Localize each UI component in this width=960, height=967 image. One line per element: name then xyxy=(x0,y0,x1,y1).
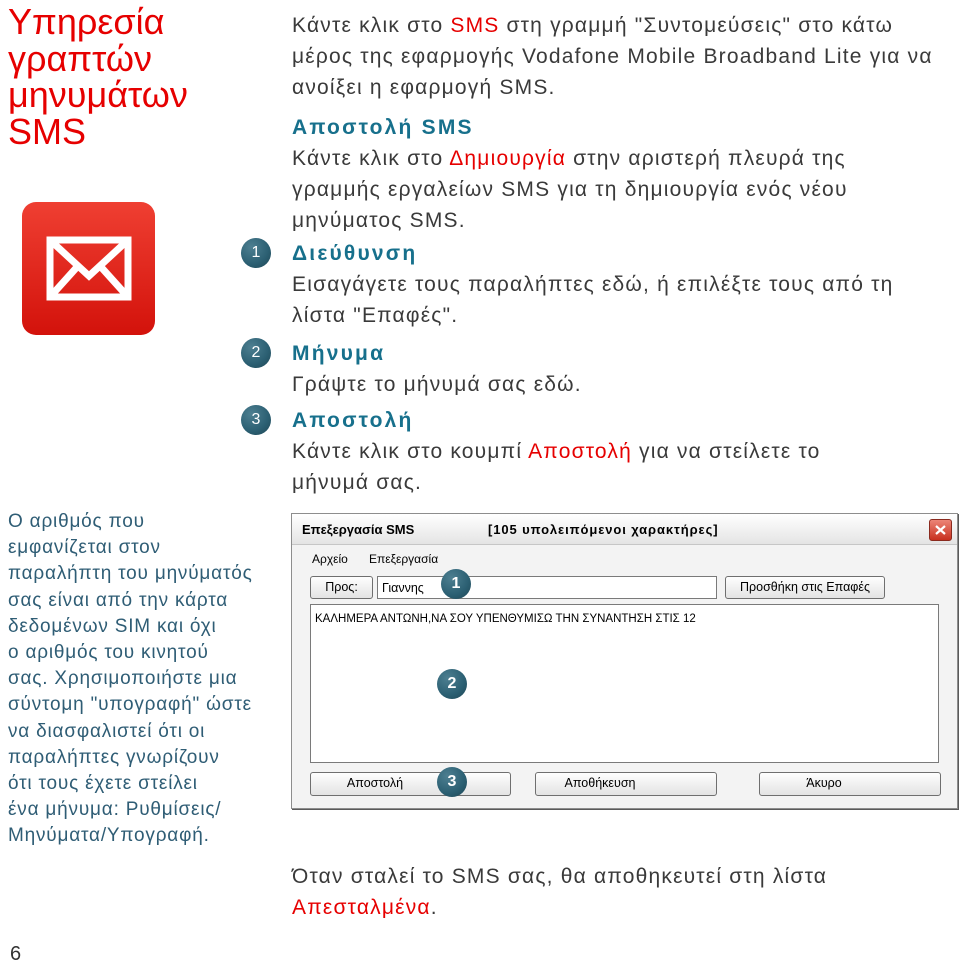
text-segment: στην αριστερή πλευρά της xyxy=(566,146,846,170)
intro-paragraph xyxy=(292,10,958,103)
note-line: σύντομη "υπογραφή" ώστε xyxy=(8,694,252,716)
step-number-badge: 3 xyxy=(241,405,271,435)
send-button[interactable] xyxy=(310,772,511,796)
note-line: Μηνύματα/Υπογραφή. xyxy=(8,825,210,847)
edit-sms-dialog xyxy=(291,513,958,809)
note-line: να διασφαλιστεί ότι οι xyxy=(8,720,206,742)
callout-badge: 1 xyxy=(441,569,471,599)
text-line xyxy=(292,10,958,41)
section-heading: Μήνυμα xyxy=(292,341,386,365)
text-line xyxy=(292,436,958,467)
text-line: γραμμής εργαλείων SMS για τη δημιουργία ενός νέου xyxy=(292,177,848,201)
title-line: Υπηρεσία xyxy=(8,1,165,42)
step-number-badge: 2 xyxy=(241,338,271,368)
footer-paragraph xyxy=(292,861,958,923)
save-button[interactable] xyxy=(535,772,717,796)
message-body-field[interactable] xyxy=(310,604,939,763)
to-button-label: Προς: xyxy=(325,580,358,594)
recipient-field[interactable] xyxy=(377,576,717,599)
step-number-badge: 1 xyxy=(241,238,271,268)
title-line: γραπτών xyxy=(8,37,152,79)
side-note xyxy=(8,509,283,850)
highlighted-term: Αποστολή xyxy=(528,439,632,463)
section-address xyxy=(292,238,958,331)
send-button-label: Αποστολή xyxy=(346,776,404,790)
character-counter: [105 υπολειπόμενοι χαρακτήρες] xyxy=(488,522,719,537)
text-line: Εισαγάγετε τους παραλήπτες εδώ, ή επιλέξτε τους από τη xyxy=(292,272,894,296)
title-line: SMS xyxy=(8,110,87,152)
text-line xyxy=(292,892,958,923)
text-line: Γράψτε το μήνυμά σας εδώ. xyxy=(292,372,582,396)
note-line: εμφανίζεται στον xyxy=(8,537,161,559)
text-segment: Κάντε κλικ στο xyxy=(292,146,450,170)
to-button[interactable] xyxy=(310,576,373,599)
menu-edit[interactable]: Επεξεργασία xyxy=(369,552,439,566)
note-line: ο αριθμός του κινητού xyxy=(8,642,209,664)
text-segment: Κάντε κλικ στο xyxy=(292,13,451,37)
text-segment: Κάντε κλικ στο κουμπί xyxy=(292,439,529,463)
section-send xyxy=(292,405,958,498)
text-line: μέρος της εφαρμογής Vodafone Mobile Broadband Lite για να xyxy=(292,44,933,68)
note-line: ένα μήνυμα: Ρυθμίσεις/ xyxy=(8,799,222,821)
page-number: 6 xyxy=(10,943,22,965)
text-line xyxy=(292,143,958,174)
menu-file[interactable]: Αρχείο xyxy=(312,552,348,566)
text-line: μήνυμά σας. xyxy=(292,470,423,494)
title-line: μηνυμάτων xyxy=(8,74,188,115)
section-heading: Αποστολή xyxy=(292,408,414,432)
dialog-title-bar xyxy=(292,514,957,545)
text-segment: . xyxy=(430,896,438,919)
text-line: λίστα "Επαφές". xyxy=(292,303,459,327)
highlighted-term: Δημιουργία xyxy=(449,146,567,170)
callout-badge: 3 xyxy=(437,767,467,797)
sms-app-logo xyxy=(22,202,155,335)
close-button[interactable] xyxy=(929,519,952,541)
envelope-icon xyxy=(22,202,155,335)
cancel-button[interactable] xyxy=(759,772,941,796)
note-line: παραλήπτες γνωρίζουν xyxy=(8,746,220,768)
highlighted-term: SMS xyxy=(450,13,500,37)
section-heading: Αποστολή SMS xyxy=(292,115,474,139)
text-line: ανοίξει η εφαρμογή SMS. xyxy=(292,75,556,99)
add-to-contacts-label: Προσθήκη στις Επαφές xyxy=(739,580,871,594)
add-to-contacts-button[interactable] xyxy=(725,576,885,599)
callout-badge: 2 xyxy=(437,669,467,699)
note-line: ότι τους έχετε στείλει xyxy=(8,773,198,795)
text-line: μηνύματος SMS. xyxy=(292,208,466,232)
page-title xyxy=(8,1,188,152)
highlighted-term: Απεσταλμένα xyxy=(292,896,431,919)
text-line: Όταν σταλεί το SMS σας, θα αποθηκευτεί στη λίστα xyxy=(292,865,828,888)
note-line: σας. Χρησιμοποιήστε μια xyxy=(8,668,238,690)
section-message xyxy=(292,338,958,400)
dialog-title: Επεξεργασία SMS xyxy=(302,522,415,537)
note-line: παραλήπτη του μηνύματός xyxy=(8,563,253,585)
text-segment: στη γραμμή "Συντομεύσεις" στο κάτω xyxy=(499,13,894,37)
note-line: Ο αριθμός που xyxy=(8,511,145,532)
save-button-label: Αποθήκευση xyxy=(564,776,636,790)
section-heading: Διεύθυνση xyxy=(292,241,418,265)
cancel-button-label: Άκυρο xyxy=(806,776,842,790)
note-line: σας είναι από την κάρτα xyxy=(8,589,229,611)
text-segment: για να στείλετε το xyxy=(632,439,821,463)
note-line: δεδομένων SIM και όχι xyxy=(8,615,217,637)
section-send-sms xyxy=(292,112,958,236)
close-icon xyxy=(935,525,946,535)
